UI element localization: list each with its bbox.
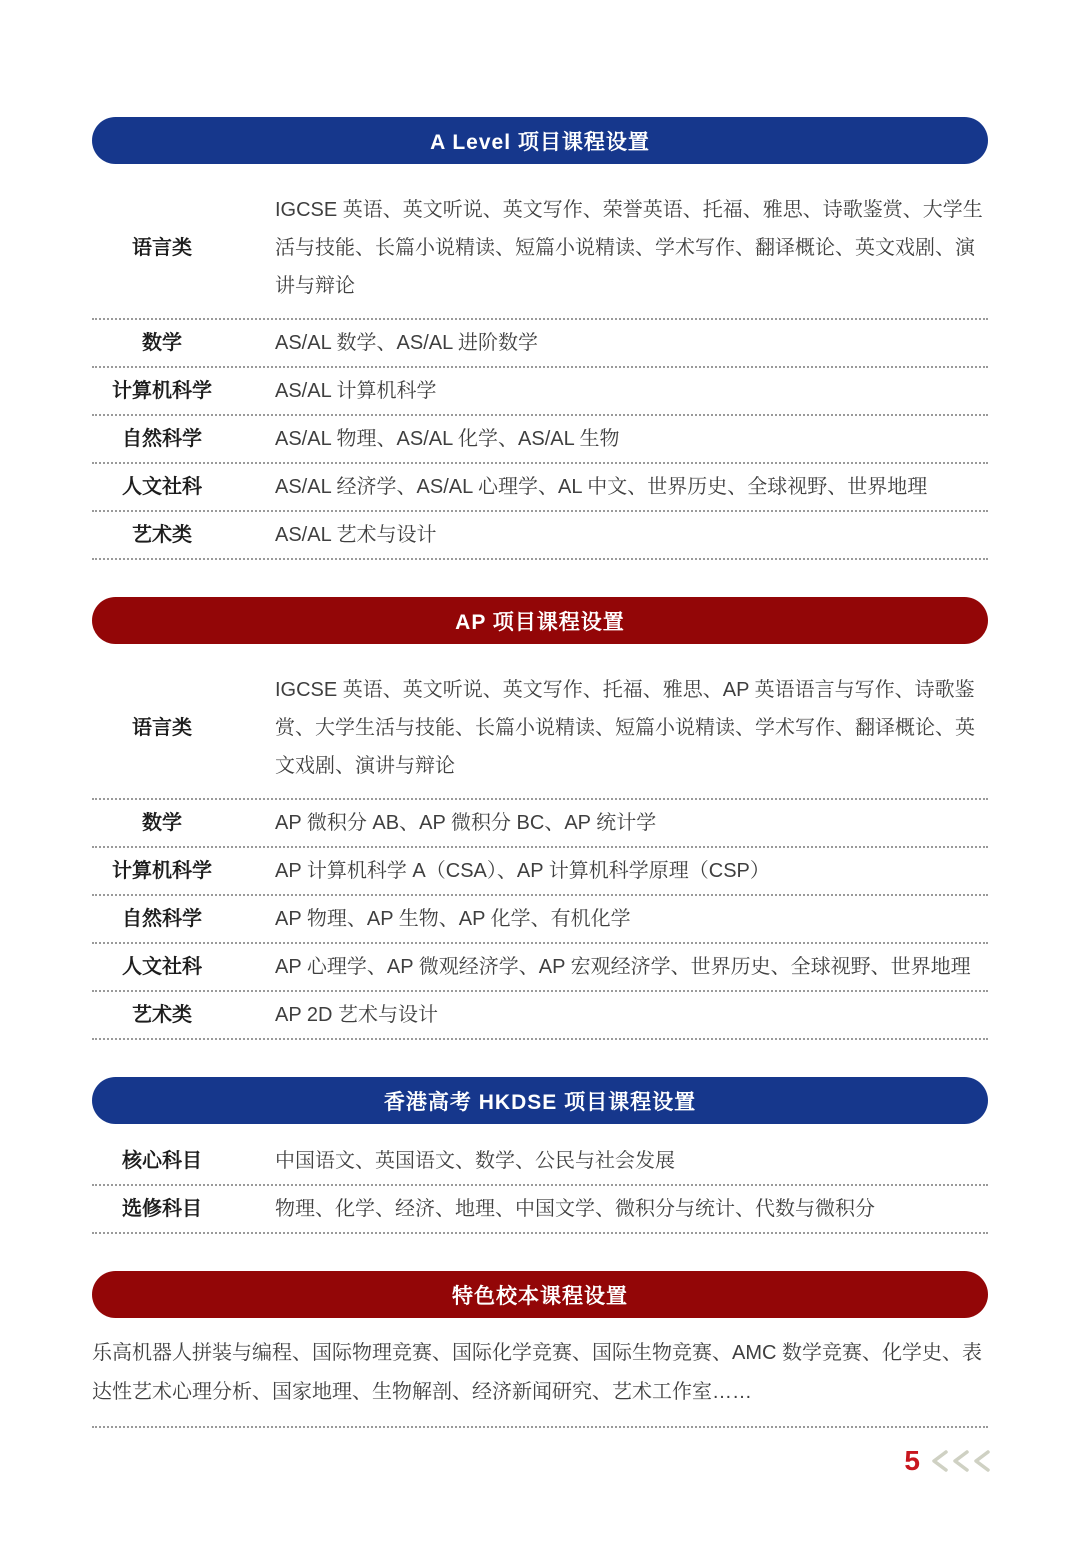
row-content: AS/AL 物理、AS/AL 化学、AS/AL 生物 — [275, 428, 620, 450]
course-table-hkdse — [92, 1138, 988, 1234]
row-content: 中国语文、英国语文、数学、公民与社会发展 — [275, 1150, 675, 1172]
row-label: 核心科目 — [122, 1150, 202, 1172]
row-label: 自然科学 — [122, 428, 202, 450]
table-row — [92, 1186, 988, 1234]
row-content: AS/AL 计算机科学 — [275, 380, 437, 402]
page-number: 5 — [904, 1445, 920, 1476]
table-row — [92, 368, 988, 416]
row-content: AP 计算机科学 A（CSA）、AP 计算机科学原理（CSP） — [275, 860, 770, 882]
row-label: 计算机科学 — [112, 380, 212, 402]
row-label: 数学 — [142, 332, 182, 354]
course-table-ap — [92, 658, 988, 1040]
section-title: 特色校本课程设置 — [452, 1284, 628, 1308]
row-content: AP 2D 艺术与设计 — [275, 1004, 438, 1026]
row-label: 语言类 — [132, 717, 192, 739]
row-label: 人文社科 — [122, 476, 202, 498]
row-label: 选修科目 — [122, 1198, 202, 1220]
row-content: 物理、化学、经济、地理、中国文学、微积分与统计、代数与微积分 — [275, 1198, 875, 1220]
row-label: 自然科学 — [122, 908, 202, 930]
table-row — [92, 992, 988, 1040]
table-row — [92, 1138, 988, 1186]
row-label: 艺术类 — [132, 1004, 192, 1026]
section-school-based — [92, 1271, 988, 1428]
table-row — [92, 848, 988, 896]
table-row — [92, 658, 988, 800]
section-header-school-based — [92, 1271, 988, 1318]
row-content: AS/AL 艺术与设计 — [275, 524, 437, 546]
section-title: 香港高考 HKDSE 项目课程设置 — [383, 1090, 697, 1114]
row-content: AP 心理学、AP 微观经济学、AP 宏观经济学、世界历史、全球视野、世界地理 — [275, 956, 971, 978]
section-ap — [92, 597, 988, 1040]
row-label: 数学 — [142, 812, 182, 834]
section-title: AP 项目课程设置 — [455, 610, 625, 634]
row-content: AS/AL 经济学、AS/AL 心理学、AL 中文、世界历史、全球视野、世界地理 — [275, 476, 928, 498]
row-content: AP 微积分 AB、AP 微积分 BC、AP 统计学 — [275, 812, 657, 834]
row-label: 计算机科学 — [112, 860, 212, 882]
table-row — [92, 464, 988, 512]
row-content: IGCSE 英语、英文听说、英文写作、托福、雅思、AP 英语语言与写作、诗歌鉴赏、大学生活与技能、长篇小说精读、短篇小说精读、学术写作、翻译概论、英文戏剧、演讲与辩论 — [275, 679, 975, 777]
page-footer — [904, 1447, 992, 1475]
table-row — [92, 320, 988, 368]
section-header-ap — [92, 597, 988, 644]
section-title: A Level 项目课程设置 — [430, 130, 650, 154]
row-label: 语言类 — [132, 237, 192, 259]
section-header-hkdse — [92, 1077, 988, 1124]
table-row — [92, 896, 988, 944]
table-row — [92, 416, 988, 464]
section-header-a-level — [92, 117, 988, 164]
row-content: AS/AL 数学、AS/AL 进阶数学 — [275, 332, 539, 354]
row-label: 人文社科 — [122, 956, 202, 978]
section-hkdse — [92, 1077, 988, 1234]
table-row — [92, 944, 988, 992]
table-row — [92, 800, 988, 848]
row-content: AP 物理、AP 生物、AP 化学、有机化学 — [275, 908, 631, 930]
row-label: 艺术类 — [132, 524, 192, 546]
triple-left-chevron-icon — [928, 1449, 992, 1473]
row-content: IGCSE 英语、英文听说、英文写作、荣誉英语、托福、雅思、诗歌鉴赏、大学生活与技能、长篇小说精读、短篇小说精读、学术写作、翻译概论、英文戏剧、演讲与辩论 — [275, 199, 983, 297]
school-based-course-list: 乐高机器人拼装与编程、国际物理竞赛、国际化学竞赛、国际生物竞赛、AMC 数学竞赛、化学史、表达性艺术心理分析、国家地理、生物解剖、经济新闻研究、艺术工作室…… — [92, 1334, 988, 1428]
table-row — [92, 512, 988, 560]
course-table-a-level — [92, 178, 988, 560]
table-row — [92, 178, 988, 320]
section-a-level — [92, 0, 988, 560]
